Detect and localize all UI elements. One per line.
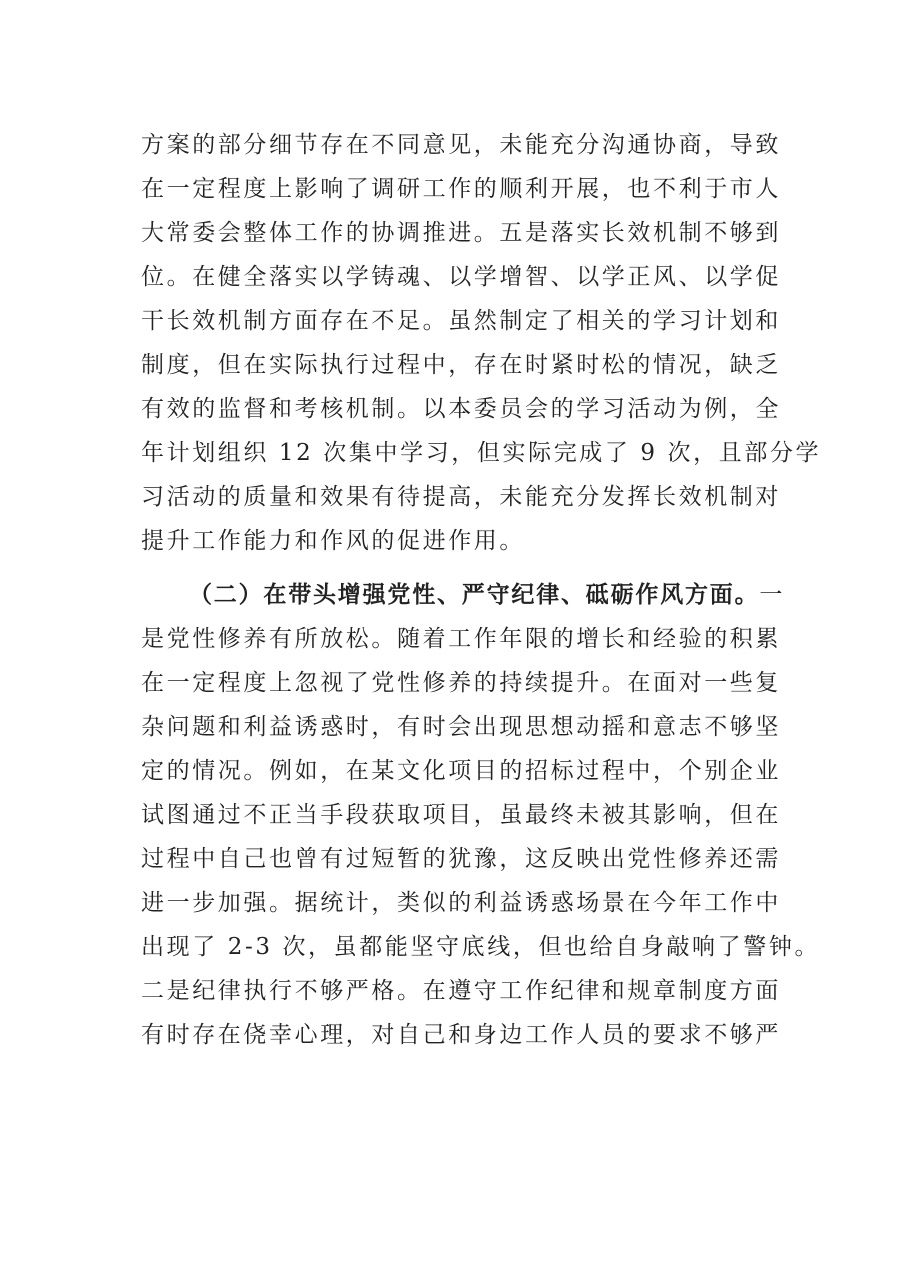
text-line: 位。在健全落实以学铸魂、以学增智、以学正风、以学促: [141, 264, 781, 290]
text-line: 在一定程度上影响了调研工作的顺利开展，也不利于市人: [141, 176, 781, 202]
text-line: 过程中自己也曾有过短暂的犹豫，这反映出党性修养还需: [141, 846, 781, 872]
paragraph-spacer: [141, 563, 776, 573]
text-line: 定的情况。例如，在某文化项目的招标过程中，个别企业: [141, 758, 781, 784]
text-line-first: [141, 573, 786, 617]
text-line: 进一步加强。据统计，类似的利益诱惑场景在今年工作中: [141, 890, 781, 916]
text-line: 二是纪律执行不够严格。在遵守工作纪律和规章制度方面: [141, 978, 781, 1004]
text-line: 方案的部分细节存在不同意见，未能充分沟通协商，导致: [141, 132, 781, 158]
document-body: [141, 123, 822, 1057]
text-line: 提升工作能力和作风的促进作用。: [141, 528, 525, 554]
text-line: 有时存在侥幸心理，对自己和身边工作人员的要求不够严: [141, 1022, 781, 1048]
text-line: 试图通过不正当手段获取项目，虽最终未被其影响，但在: [141, 802, 781, 828]
paragraph-1: [141, 123, 822, 563]
text-line: 在一定程度上忽视了党性修养的持续提升。在面对一些复: [141, 670, 781, 696]
text-line: 干长效机制方面存在不足。虽然制定了相关的学习计划和: [141, 308, 781, 334]
text-line: 出现了 2-3 次，虽都能坚守底线，但也给自身敲响了警钟。: [141, 934, 821, 960]
text-line: 大常委会整体工作的协调推进。五是落实长效机制不够到: [141, 220, 781, 246]
text-line: 杂问题和利益诱惑时，有时会出现思想动摇和意志不够坚: [141, 714, 781, 740]
text-line: 习活动的质量和效果有待提高，未能充分发挥长效机制对: [141, 484, 781, 510]
paragraph-2: [141, 573, 821, 1057]
text-line: 有效的监督和考核机制。以本委员会的学习活动为例，全: [141, 396, 781, 422]
text-line: 制度，但在实际执行过程中，存在时紧时松的情况，缺乏: [141, 352, 781, 378]
section-heading: （二）在带头增强党性、严守纪律、砥砺作风方面。: [189, 582, 760, 608]
heading-trailing-text: 一: [759, 582, 786, 608]
text-line: 是党性修养有所放松。随着工作年限的增长和经验的积累: [141, 626, 781, 652]
text-line: 年计划组织 12 次集中学习，但实际完成了 9 次，且部分学: [141, 440, 822, 466]
